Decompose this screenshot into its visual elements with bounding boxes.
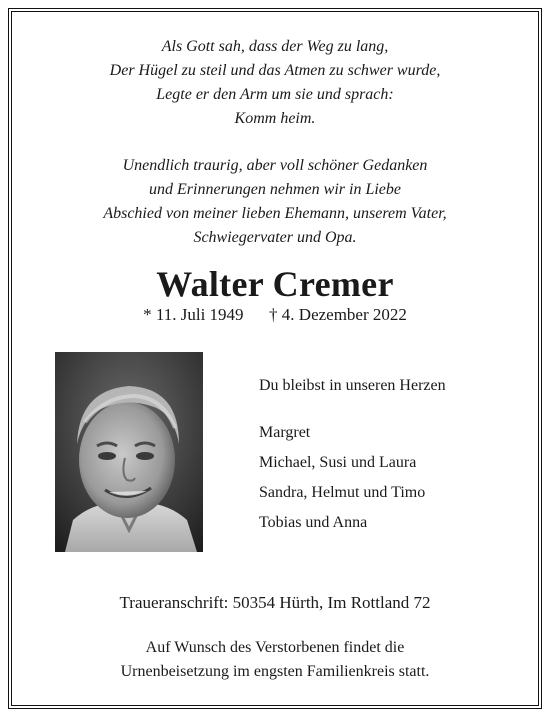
note-line: Auf Wunsch des Verstorbenen findet die xyxy=(145,639,405,656)
portrait-photo xyxy=(55,352,203,552)
poem-line: und Erinnerungen nehmen wir in Liebe xyxy=(149,181,401,198)
poem-line: Legte er den Arm um sie und sprach: xyxy=(156,86,394,103)
family-section xyxy=(259,371,446,538)
mourning-address: Traueranschrift: 50354 Hürth, Im Rottland 72 xyxy=(119,593,431,612)
poem-verse-1 xyxy=(0,35,550,131)
poem-line: Der Hügel zu steil und das Atmen zu schwer wurde, xyxy=(109,62,441,79)
family-motto: Du bleibst in unseren Herzen xyxy=(259,377,446,394)
family-member: Tobias und Anna xyxy=(259,514,368,531)
note-line: Urnenbeisetzung im engsten Familienkreis statt. xyxy=(120,663,430,680)
birth-date: * 11. Juli 1949 xyxy=(143,305,244,324)
death-date: † 4. Dezember 2022 xyxy=(269,305,407,324)
life-dates xyxy=(0,303,550,327)
family-member: Margret xyxy=(259,424,311,441)
family-member: Michael, Susi und Laura xyxy=(259,454,417,471)
poem-line: Abschied von meiner lieben Ehemann, unserem Vater, xyxy=(103,205,447,222)
poem-line: Unendlich traurig, aber voll schöner Gedanken xyxy=(122,157,428,174)
poem-line: Als Gott sah, dass der Weg zu lang, xyxy=(161,38,389,55)
poem-line: Schwiegervater und Opa. xyxy=(193,229,357,246)
burial-note xyxy=(0,636,550,684)
family-member: Sandra, Helmut und Timo xyxy=(259,484,426,501)
poem-verse-2 xyxy=(0,154,550,250)
poem-line: Komm heim. xyxy=(234,110,316,127)
deceased-name: Walter Cremer xyxy=(156,264,394,304)
